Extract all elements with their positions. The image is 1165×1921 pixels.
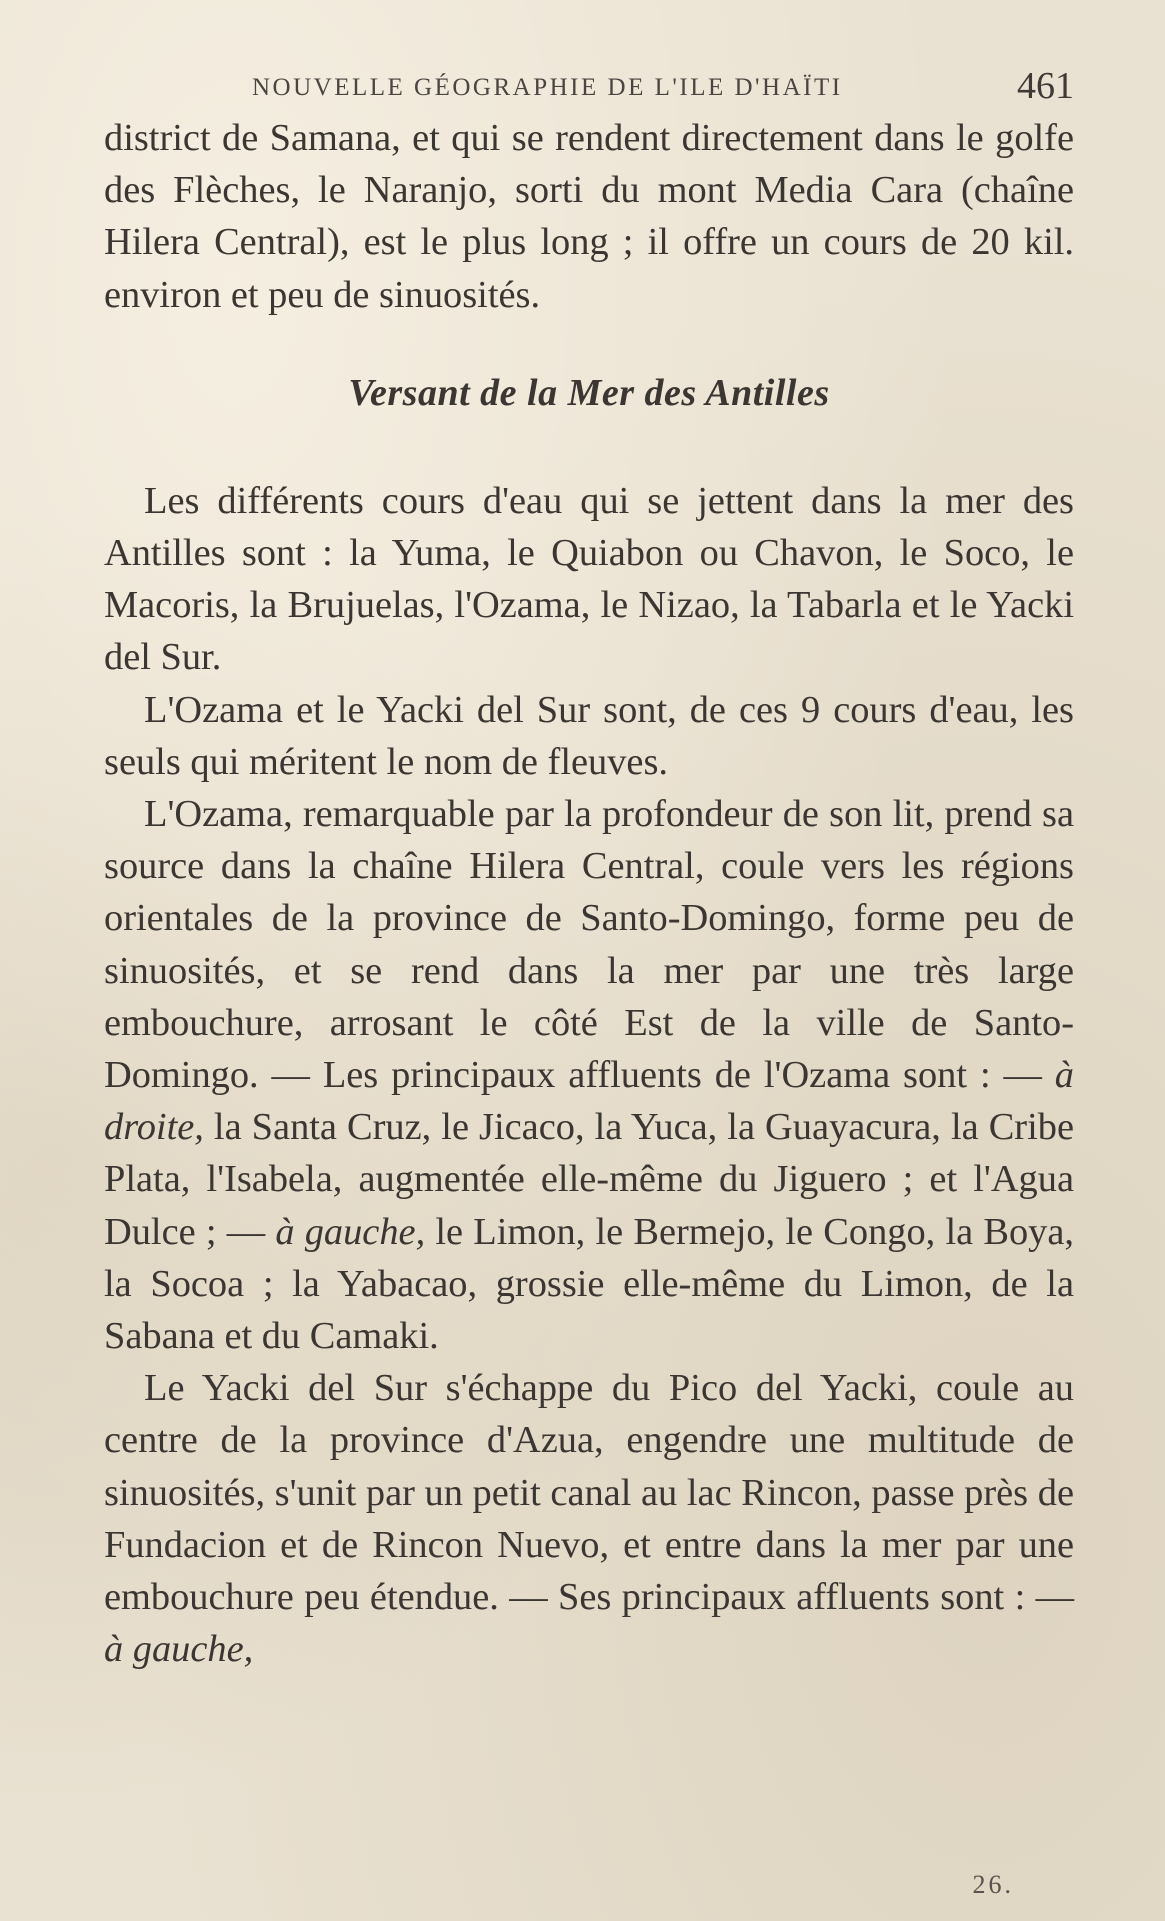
running-title: NOUVELLE GÉOGRAPHIE DE L'ILE D'HAÏTI xyxy=(252,74,843,101)
yacki-left-bank: à gauche, xyxy=(104,1628,254,1671)
ozama-text-c: le Limon, le Bermejo, le Congo, la Boya, la Socoa ; la Yabacao, grossie elle-même du Limon, de la Sabana et du Camaki. xyxy=(104,1210,1074,1358)
section-heading: Versant de la Mer des Antilles xyxy=(348,371,830,414)
yacki-text-a: Le Yacki del Sur s'échappe du Pico del Yacki, coule au centre de la province d'Azua, engendre une multitude de sinuosités, s'unit par un petit canal au lac Rincon, passe près de Fundacion et de Rincon Nuevo, et entre dans la mer par une embouchure peu étendue. — Ses principaux affluents sont : — xyxy=(104,1367,1074,1619)
running-head xyxy=(104,65,1074,110)
paragraph-continued: district de Samana, et qui se rendent directement dans le golfe des Flèches, le Naranjo, sorti du mont Media Cara (chaîne Hilera Central), est le plus long ; il offre un cours de 20 kil. environ et peu de sinuosités. xyxy=(104,117,1074,316)
paragraph-main-rivers: L'Ozama et le Yacki del Sur sont, de ces 9 cours d'eau, les seuls qui méritent le nom de fleuves. xyxy=(104,688,1074,783)
ozama-text-a: L'Ozama, remarquable par la profondeur de son lit, prend sa source dans la chaîne Hilera Central, coule vers les régions orientales de la province de Santo-Domingo, forme peu de sinuosités, et se rend dans la mer par une très large embouchure, arrosant le côté Est de la ville de Santo-Domingo. — Les principaux affluents de l'Ozama sont : — xyxy=(104,793,1074,1097)
book-page xyxy=(104,65,1074,1900)
paragraph-ozama xyxy=(104,788,1074,1362)
ozama-left-bank: à gauche, xyxy=(275,1210,426,1253)
ozama-text-b: la Santa Cruz, le Jicaco, la Yuca, la Guayacura, la Cribe Plata, l'Isabela, augmentée elle-même du Jiguero ; et l'Agua Dulce ; — xyxy=(104,1106,1074,1253)
paragraph-rivers-list: Les différents cours d'eau qui se jettent dans la mer des Antilles sont : la Yuma, le Quiabon ou Chavon, le Soco, le Macoris, la Brujuelas, l'Ozama, le Nizao, la Tabarla et le Yacki del Sur. xyxy=(104,479,1074,679)
signature-mark: 26. xyxy=(972,1870,1014,1899)
paragraph-yacki xyxy=(104,1362,1074,1675)
ozama-right-bank: à droite, xyxy=(104,1054,1074,1149)
page-number: 461 xyxy=(1017,65,1074,107)
